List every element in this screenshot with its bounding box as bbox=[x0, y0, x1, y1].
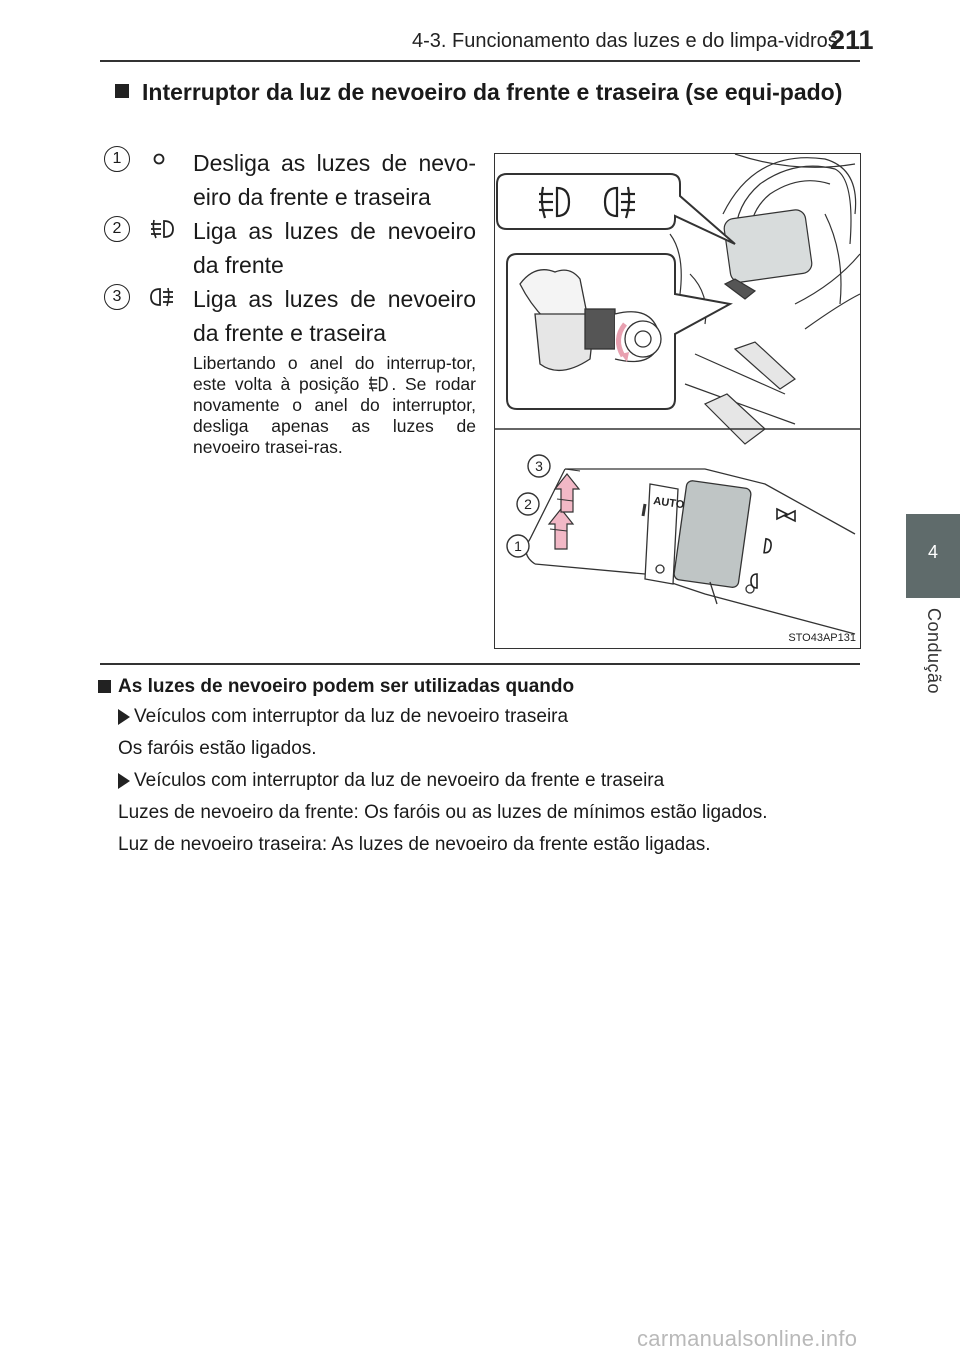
item-text-3: Liga as luzes de nevoeiro da frente e traseira bbox=[193, 286, 476, 346]
callout-1: 1 bbox=[514, 538, 522, 554]
item-text-2: Liga as luzes de nevoeiro da frente bbox=[193, 218, 476, 278]
rear-fog-light-icon bbox=[148, 286, 176, 313]
section-divider bbox=[100, 663, 860, 665]
item-number-3: 3 bbox=[104, 284, 130, 310]
note-text-before: Libertando o anel do interrup-tor, este volta à posição bbox=[193, 353, 476, 394]
page-header bbox=[0, 0, 960, 60]
page-number: 211 bbox=[830, 25, 874, 55]
condition-text-2: Luzes de nevoeiro da frente: Os faróis ou as luzes de mínimos estão ligados. bbox=[118, 802, 768, 823]
callout-3: 3 bbox=[535, 458, 543, 474]
callout-2: 2 bbox=[524, 496, 532, 512]
off-ring-icon bbox=[152, 152, 166, 171]
conditions-heading: As luzes de nevoeiro podem ser utilizadas quando bbox=[118, 676, 575, 697]
section-heading: Interruptor da luz de nevoeiro da frente e traseira (se equi-pado) bbox=[142, 79, 843, 105]
chapter-number: 4 bbox=[927, 542, 938, 562]
item-number-1: 1 bbox=[104, 146, 130, 172]
heading-square-marker bbox=[98, 680, 111, 693]
note-text-after: . Se rodar novamente o anel do interruptor, desliga apenas as luzes de nevoeiro trasei-ras. bbox=[193, 374, 476, 457]
item-number-2: 2 bbox=[104, 216, 130, 242]
header-rule bbox=[100, 60, 860, 62]
bullet-arrow-icon bbox=[118, 709, 130, 725]
condition-bullet-2: Veículos com interruptor da luz de nevoeiro da frente e traseira bbox=[134, 770, 665, 791]
chapter-label: Condução bbox=[924, 608, 944, 695]
condition-bullet-1: Veículos com interruptor da luz de nevoeiro traseira bbox=[134, 706, 569, 727]
front-fog-light-icon bbox=[365, 375, 391, 393]
condition-text-1: Os faróis estão ligados. bbox=[118, 738, 317, 759]
condition-text-3: Luz de nevoeiro traseira: As luzes de nevoeiro da frente estão ligadas. bbox=[118, 834, 711, 855]
illustration-drawing bbox=[495, 154, 860, 648]
illustration-code: STO43AP131 bbox=[788, 632, 856, 644]
front-fog-light-icon bbox=[148, 218, 176, 245]
bullet-arrow-icon bbox=[118, 773, 130, 789]
fog-light-switch-illustration bbox=[494, 153, 861, 649]
section-title: 4-3. Funcionamento das luzes e do limpa-vidros bbox=[412, 30, 838, 52]
switch-auto-label: AUTO bbox=[652, 495, 685, 512]
item-text-1: Desliga as luzes de nevo-eiro da frente e traseira bbox=[193, 150, 476, 210]
chapter-tab bbox=[906, 514, 960, 598]
watermark: carmanualsonline.info bbox=[637, 1326, 858, 1351]
note-paragraph bbox=[193, 353, 476, 458]
heading-square-marker bbox=[115, 84, 129, 98]
